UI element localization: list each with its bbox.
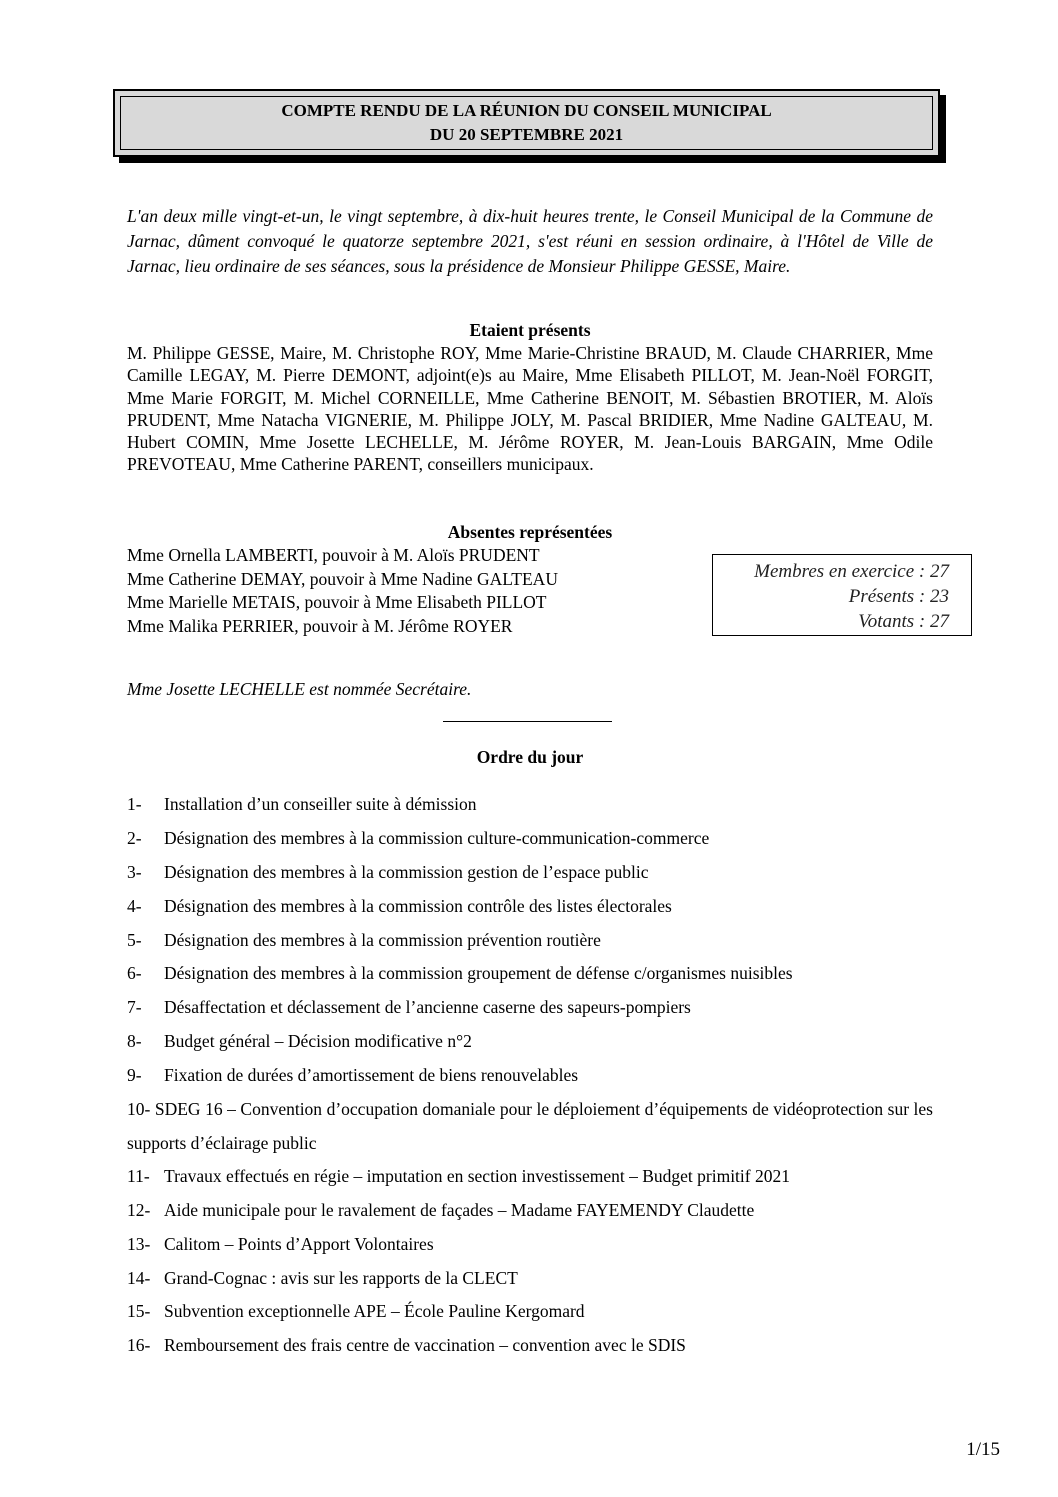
agenda-item	[127, 1329, 933, 1363]
agenda-heading: Ordre du jour	[476, 747, 584, 767]
agenda-item-text: Désaffectation et déclassement de l’ancienne caserne des sapeurs-pompiers	[164, 997, 691, 1017]
agenda-item-number: 3-	[127, 862, 142, 882]
absent-item: Mme Ornella LAMBERTI, pouvoir à M. Aloïs PRUDENT	[127, 545, 540, 565]
agenda-item-text: Fixation de durées d’amortissement de biens renouvelables	[164, 1065, 579, 1085]
agenda-item	[127, 1025, 933, 1059]
section-divider	[443, 721, 612, 722]
agenda-item-number: 13-	[127, 1234, 151, 1254]
absent-item: Mme Marielle METAIS, pouvoir à Mme Elisabeth PILLOT	[127, 592, 547, 612]
agenda-item	[127, 822, 933, 856]
agenda-item-number: 11-	[127, 1166, 150, 1186]
agenda-item-number: 1-	[127, 794, 142, 814]
absent-list	[127, 544, 667, 638]
agenda-item-text: Désignation des membres à la commission culture-communication-commerce	[164, 828, 710, 848]
agenda-item-number: 9-	[127, 1065, 142, 1085]
agenda-item	[127, 890, 933, 924]
stats-present: Présents : 23	[848, 586, 949, 607]
present-heading: Etaient présents	[469, 320, 591, 340]
page-number: 1/15	[966, 1439, 1000, 1460]
document-title-line2: DU 20 SEPTEMBRE 2021	[429, 125, 624, 144]
absent-item: Mme Catherine DEMAY, pouvoir à Mme Nadine GALTEAU	[127, 568, 558, 589]
agenda-item-text: Grand-Cognac : avis sur les rapports de la CLECT	[164, 1268, 518, 1288]
document-title-box	[113, 89, 940, 157]
agenda-item	[127, 856, 933, 890]
agenda-item-text: Désignation des membres à la commission prévention routière	[164, 930, 601, 950]
agenda-item	[127, 924, 933, 958]
agenda-item-text: Installation d’un conseiller suite à démission	[164, 794, 477, 814]
agenda-item-text: Désignation des membres à la commission contrôle des listes électorales	[164, 896, 672, 916]
absent-item: Mme Malika PERRIER, pouvoir à M. Jérôme ROYER	[127, 615, 513, 636]
agenda-item	[127, 1262, 933, 1296]
agenda-item	[127, 957, 933, 991]
intro-paragraph: L'an deux mille vingt-et-un, le vingt septembre, à dix-huit heures trente, le Conseil Municipal de la Commune de Jarnac, dûment convoqué le quatorze septembre 2021, s'est réuni en session ordinaire, à l'Hôtel de Ville de Jarnac, lieu ordinaire de ses séances, sous la présidence de Monsieur Philippe GESSE, Maire.	[127, 206, 933, 276]
agenda-item	[127, 1160, 933, 1194]
agenda-item-text: Remboursement des frais centre de vaccination – convention avec le SDIS	[164, 1335, 686, 1355]
agenda-item	[127, 1093, 933, 1160]
document-title-line1: COMPTE RENDU DE LA RÉUNION DU CONSEIL MUNICIPAL	[281, 101, 772, 120]
present-members-paragraph: M. Philippe GESSE, Maire, M. Christophe ROY, Mme Marie-Christine BRAUD, M. Claude CHARRIER, Mme Camille LEGAY, M. Pierre DEMONT, adjoint(e)s au Maire, Mme Elisabeth PILLOT, M. Jean-Noël FORGIT, Mme Marie FORGIT, M. Michel CORNEILLE, Mme Catherine BENOIT, M. Sébastien BROTIER, M. Aloïs PRUDENT, Mme Natacha VIGNERIE, M. Philippe JOLY, M. Pascal BRIDIER, Mme Nadine GALTEAU, M. Hubert COMIN, Mme Josette LECHELLE, M. Jérôme ROYER, M. Jean-Louis BARGAIN, Mme Odile PREVOTEAU, Mme Catherine PARENT, conseillers municipaux.	[127, 343, 933, 475]
attendance-stats-box	[712, 554, 972, 636]
agenda-item-text: Calitom – Points d’Apport Volontaires	[164, 1234, 434, 1254]
secretary-note: Mme Josette LECHELLE est nommée Secrétaire.	[127, 679, 472, 699]
agenda-item-number: 6-	[127, 963, 142, 983]
agenda-item-number: 2-	[127, 828, 142, 848]
agenda-item-text: Désignation des membres à la commission groupement de défense c/organismes nuisibles	[164, 963, 793, 983]
agenda-item-text: Budget général – Décision modificative n°2	[164, 1031, 472, 1051]
agenda-item-number: 5-	[127, 930, 142, 950]
stats-voters: Votants : 27	[858, 611, 949, 632]
agenda-item	[127, 1059, 933, 1093]
agenda-item	[127, 1194, 933, 1228]
agenda-item-number: 14-	[127, 1268, 151, 1288]
agenda-item	[127, 788, 933, 822]
agenda-item-number: 12-	[127, 1200, 151, 1220]
agenda-item-text: Désignation des membres à la commission gestion de l’espace public	[164, 862, 649, 882]
agenda-item-text: Aide municipale pour le ravalement de façades – Madame FAYEMENDY Claudette	[164, 1200, 755, 1220]
agenda-item-number: 15-	[127, 1301, 151, 1321]
agenda-item-number: 16-	[127, 1335, 151, 1355]
stats-members: Membres en exercice : 27	[754, 561, 949, 582]
agenda-item	[127, 1228, 933, 1262]
agenda-item-number: 7-	[127, 997, 142, 1017]
agenda-item-text: SDEG 16 – Convention d’occupation domaniale pour le déploiement d’équipements de vidéoprotection sur les supports d’éclairage public	[127, 1099, 933, 1153]
agenda-item-number: 8-	[127, 1031, 142, 1051]
agenda-item	[127, 1295, 933, 1329]
agenda-item	[127, 991, 933, 1025]
agenda-item-number: 10-	[127, 1099, 151, 1119]
agenda-item-text: Travaux effectués en régie – imputation en section investissement – Budget primitif 2021	[164, 1166, 790, 1186]
absent-heading: Absentes représentées	[447, 522, 613, 542]
agenda-item-text: Subvention exceptionnelle APE – École Pauline Kergomard	[164, 1301, 585, 1321]
agenda-item-number: 4-	[127, 896, 142, 916]
